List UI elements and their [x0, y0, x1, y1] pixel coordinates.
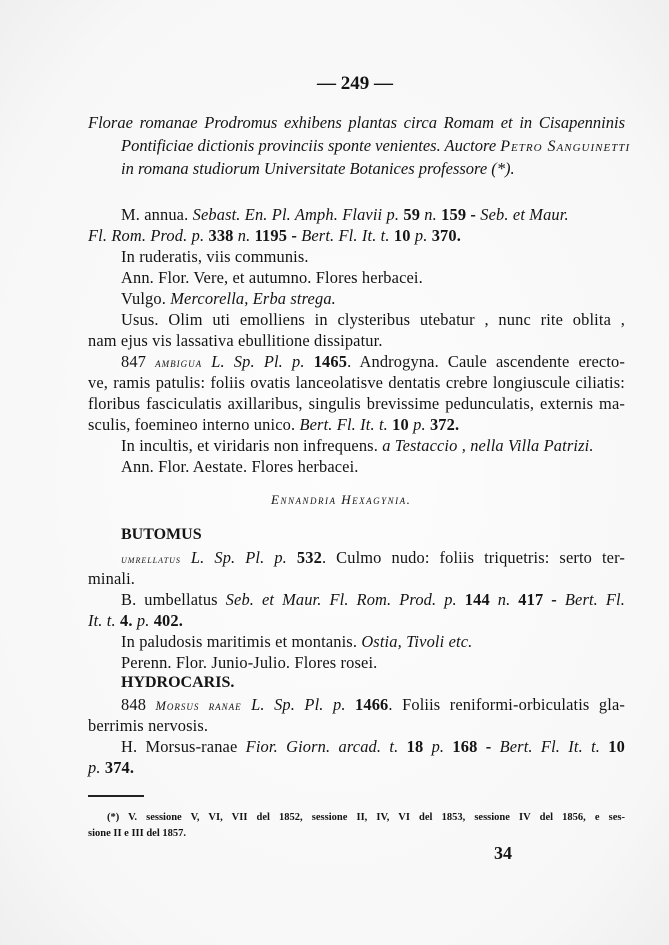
hydrocaris-line-4	[88, 758, 134, 778]
genus-hydrocaris: HYDROCARIS.	[121, 674, 235, 691]
hydrocaris-synonym: H. Morsus-ranae	[121, 737, 246, 756]
ambigua-desc-1: . Androgyna. Caule ascendente erecto-	[347, 352, 625, 371]
butomus-synonym: B. umbellatus	[121, 590, 226, 609]
annua-ref-n: n.	[424, 205, 442, 224]
hydrocaris-ref-p-2: p.	[88, 758, 105, 777]
hydrocaris-ref-2: Fior. Giorn. arcad. t.	[245, 737, 407, 756]
title-line-2	[121, 136, 631, 156]
ambigua-habitat-text: In incultis, et viridaris non infrequens.	[121, 436, 383, 455]
annua-usus-line-1	[121, 310, 625, 330]
butomus-ref-n: n.	[497, 590, 519, 609]
butomus-ref-page-2: 144	[464, 590, 498, 609]
annua-ref-vol: 10	[393, 226, 415, 245]
ambigua-ref-p: p.	[413, 415, 430, 434]
annua-habitat: In ruderatis, viis communis.	[121, 247, 309, 266]
annua-ref-1: Sebast. En. Pl. Amph. Flavii p.	[192, 205, 404, 224]
hydrocaris-number: 848	[121, 695, 156, 714]
ambigua-line-3	[88, 394, 625, 414]
hydrocaris-line-3	[121, 737, 625, 757]
section-heading: Ennandria Hexagynia.	[271, 492, 412, 507]
vulgo-label: Vulgo.	[121, 289, 171, 308]
title-line-3: in romana studiorum Universitate Botanices professore (*).	[121, 159, 515, 178]
signature-mark: 34	[494, 843, 512, 863]
ambigua-desc-2: ve, ramis patulis: foliis ovatis lanceolatisve dentatis crebre longiuscule ciliatis:	[88, 373, 625, 392]
annua-usus-line-2: nam ejus vis lassativa ebullitione dissipatur.	[88, 331, 383, 350]
hydrocaris-ref-page: 1466	[355, 695, 389, 714]
hydrocaris-line-2: berrimis nervosis.	[88, 716, 209, 735]
butomus-line-2: minali.	[88, 569, 136, 588]
ambigua-desc-4: sculis, foemineo interno unico.	[88, 415, 300, 434]
annua-line-1	[121, 205, 569, 225]
annua-ref-page-3: 370.	[431, 226, 461, 245]
butomus-ref-p: p.	[136, 611, 154, 630]
annua-ref-num-2: 1195 -	[254, 226, 302, 245]
footnote-rule	[88, 795, 144, 797]
annua-flowering: Ann. Flor. Vere, et autumno. Flores herbacei.	[121, 268, 423, 287]
annua-ref-page: 59	[403, 205, 425, 224]
ambigua-line-4	[88, 415, 459, 435]
annua-ref-page-2: 338	[208, 226, 238, 245]
butomus-line-3	[121, 590, 625, 610]
vulgo-names: Mercorella, Erba strega.	[170, 289, 336, 308]
page-number-header: — 249 —	[317, 73, 393, 94]
ambigua-number: 847	[121, 352, 156, 371]
hydrocaris-ref-p: p.	[431, 737, 453, 756]
hydrocaris-ref-vol-2: 10	[608, 737, 625, 756]
ambigua-line-1	[121, 352, 625, 372]
ambigua-habitat	[121, 436, 594, 456]
hydrocaris-ref-page-2: 168 -	[452, 737, 500, 756]
annua-ref-n-2: n.	[237, 226, 255, 245]
hydrocaris-ref-3: Bert. Fl. It. t.	[499, 737, 609, 756]
ambigua-desc-3: floribus fasciculatis axillaribus, singulis brevissime pedunculatis, externis ma-	[88, 394, 625, 413]
title-line-2-text: Pontificiae dictionis provinciis sponte venientes. Auctore	[121, 136, 501, 155]
author-name: Petro Sanguinetti	[500, 138, 631, 155]
butomus-localities: Ostia, Tivoli etc.	[361, 632, 473, 651]
butomus-ref: L. Sp. Pl. p.	[180, 548, 297, 567]
butomus-ref-2: Seb. et Maur. Fl. Rom. Prod. p.	[225, 590, 465, 609]
ambigua-line-2	[88, 373, 625, 393]
hydrocaris-line-1	[121, 695, 625, 715]
hydrocaris-species-name: Morsus ranae	[155, 699, 242, 713]
annua-label: M. annua.	[121, 205, 193, 224]
ambigua-ref: L. Sp. Pl. p.	[202, 352, 314, 371]
butomus-line-4	[88, 611, 183, 631]
ambigua-ref-page-2: 372.	[429, 415, 460, 434]
butomus-desc-1: . Culmo nudo: foliis triquetris: serto ter-	[321, 548, 625, 567]
ambigua-ref-2: Bert. Fl. It. t.	[299, 415, 393, 434]
ambigua-ref-page: 1465	[313, 352, 348, 371]
footnote-line-2: sione II e III del 1857.	[88, 828, 187, 839]
butomus-ref-3: Bert. Fl.	[564, 590, 625, 609]
annua-ref-2: Seb. et Maur.	[480, 205, 569, 224]
annua-vulgo	[121, 289, 336, 309]
ambigua-ref-vol: 10	[392, 415, 414, 434]
annua-ref-num: 159 -	[441, 205, 481, 224]
ambigua-flowering: Ann. Flor. Aestate. Flores herbacei.	[121, 457, 359, 476]
title-line-1-text: Florae romanae Prodromus exhibens plantas circa Romam et in Cisapenninis	[88, 113, 625, 132]
butomus-ref-vol: 4.	[120, 611, 137, 630]
ambigua-name: ambigua	[155, 355, 203, 370]
annua-ref-p: p.	[414, 226, 432, 245]
butomus-habitat-text: In paludosis maritimis et montanis.	[121, 632, 362, 651]
butomus-ref-4: It. t.	[88, 611, 121, 630]
hydrocaris-ref-page-3: 374.	[104, 758, 135, 777]
footnote-text-1: (*) V. sessione V, VI, VII del 1852, sessione II, IV, VI del 1853, sessione IV del 1856, e ses-	[107, 812, 625, 823]
butomus-ref-page: 532	[296, 548, 322, 567]
butomus-ref-num: 417 -	[518, 590, 565, 609]
footnote-line-1	[107, 812, 625, 823]
genus-butomus: BUTOMUS	[121, 526, 202, 543]
title-line-1	[88, 113, 625, 133]
butomus-line-1	[121, 548, 625, 568]
annua-ref-4: Bert. Fl. It. t.	[301, 226, 394, 245]
annua-line-2	[88, 226, 461, 246]
annua-ref-3: Fl. Rom. Prod. p.	[88, 226, 209, 245]
hydrocaris-ref: L. Sp. Pl. p.	[241, 695, 356, 714]
butomus-flowering: Perenn. Flor. Junio-Julio. Flores rosei.	[121, 653, 378, 672]
butomus-species-name: umrellatus	[121, 552, 181, 566]
hydrocaris-ref-vol: 18	[406, 737, 432, 756]
butomus-ref-page-3: 402.	[153, 611, 183, 630]
butomus-habitat	[121, 632, 472, 652]
annua-usus-text-1: Usus. Olim uti emolliens in clysteribus utebatur , nunc rite oblita ,	[121, 310, 625, 329]
ambigua-localities: a Testaccio , nella Villa Patrizi.	[382, 436, 594, 455]
hydrocaris-desc-1: . Foliis reniformi-orbiculatis gla-	[388, 695, 625, 714]
